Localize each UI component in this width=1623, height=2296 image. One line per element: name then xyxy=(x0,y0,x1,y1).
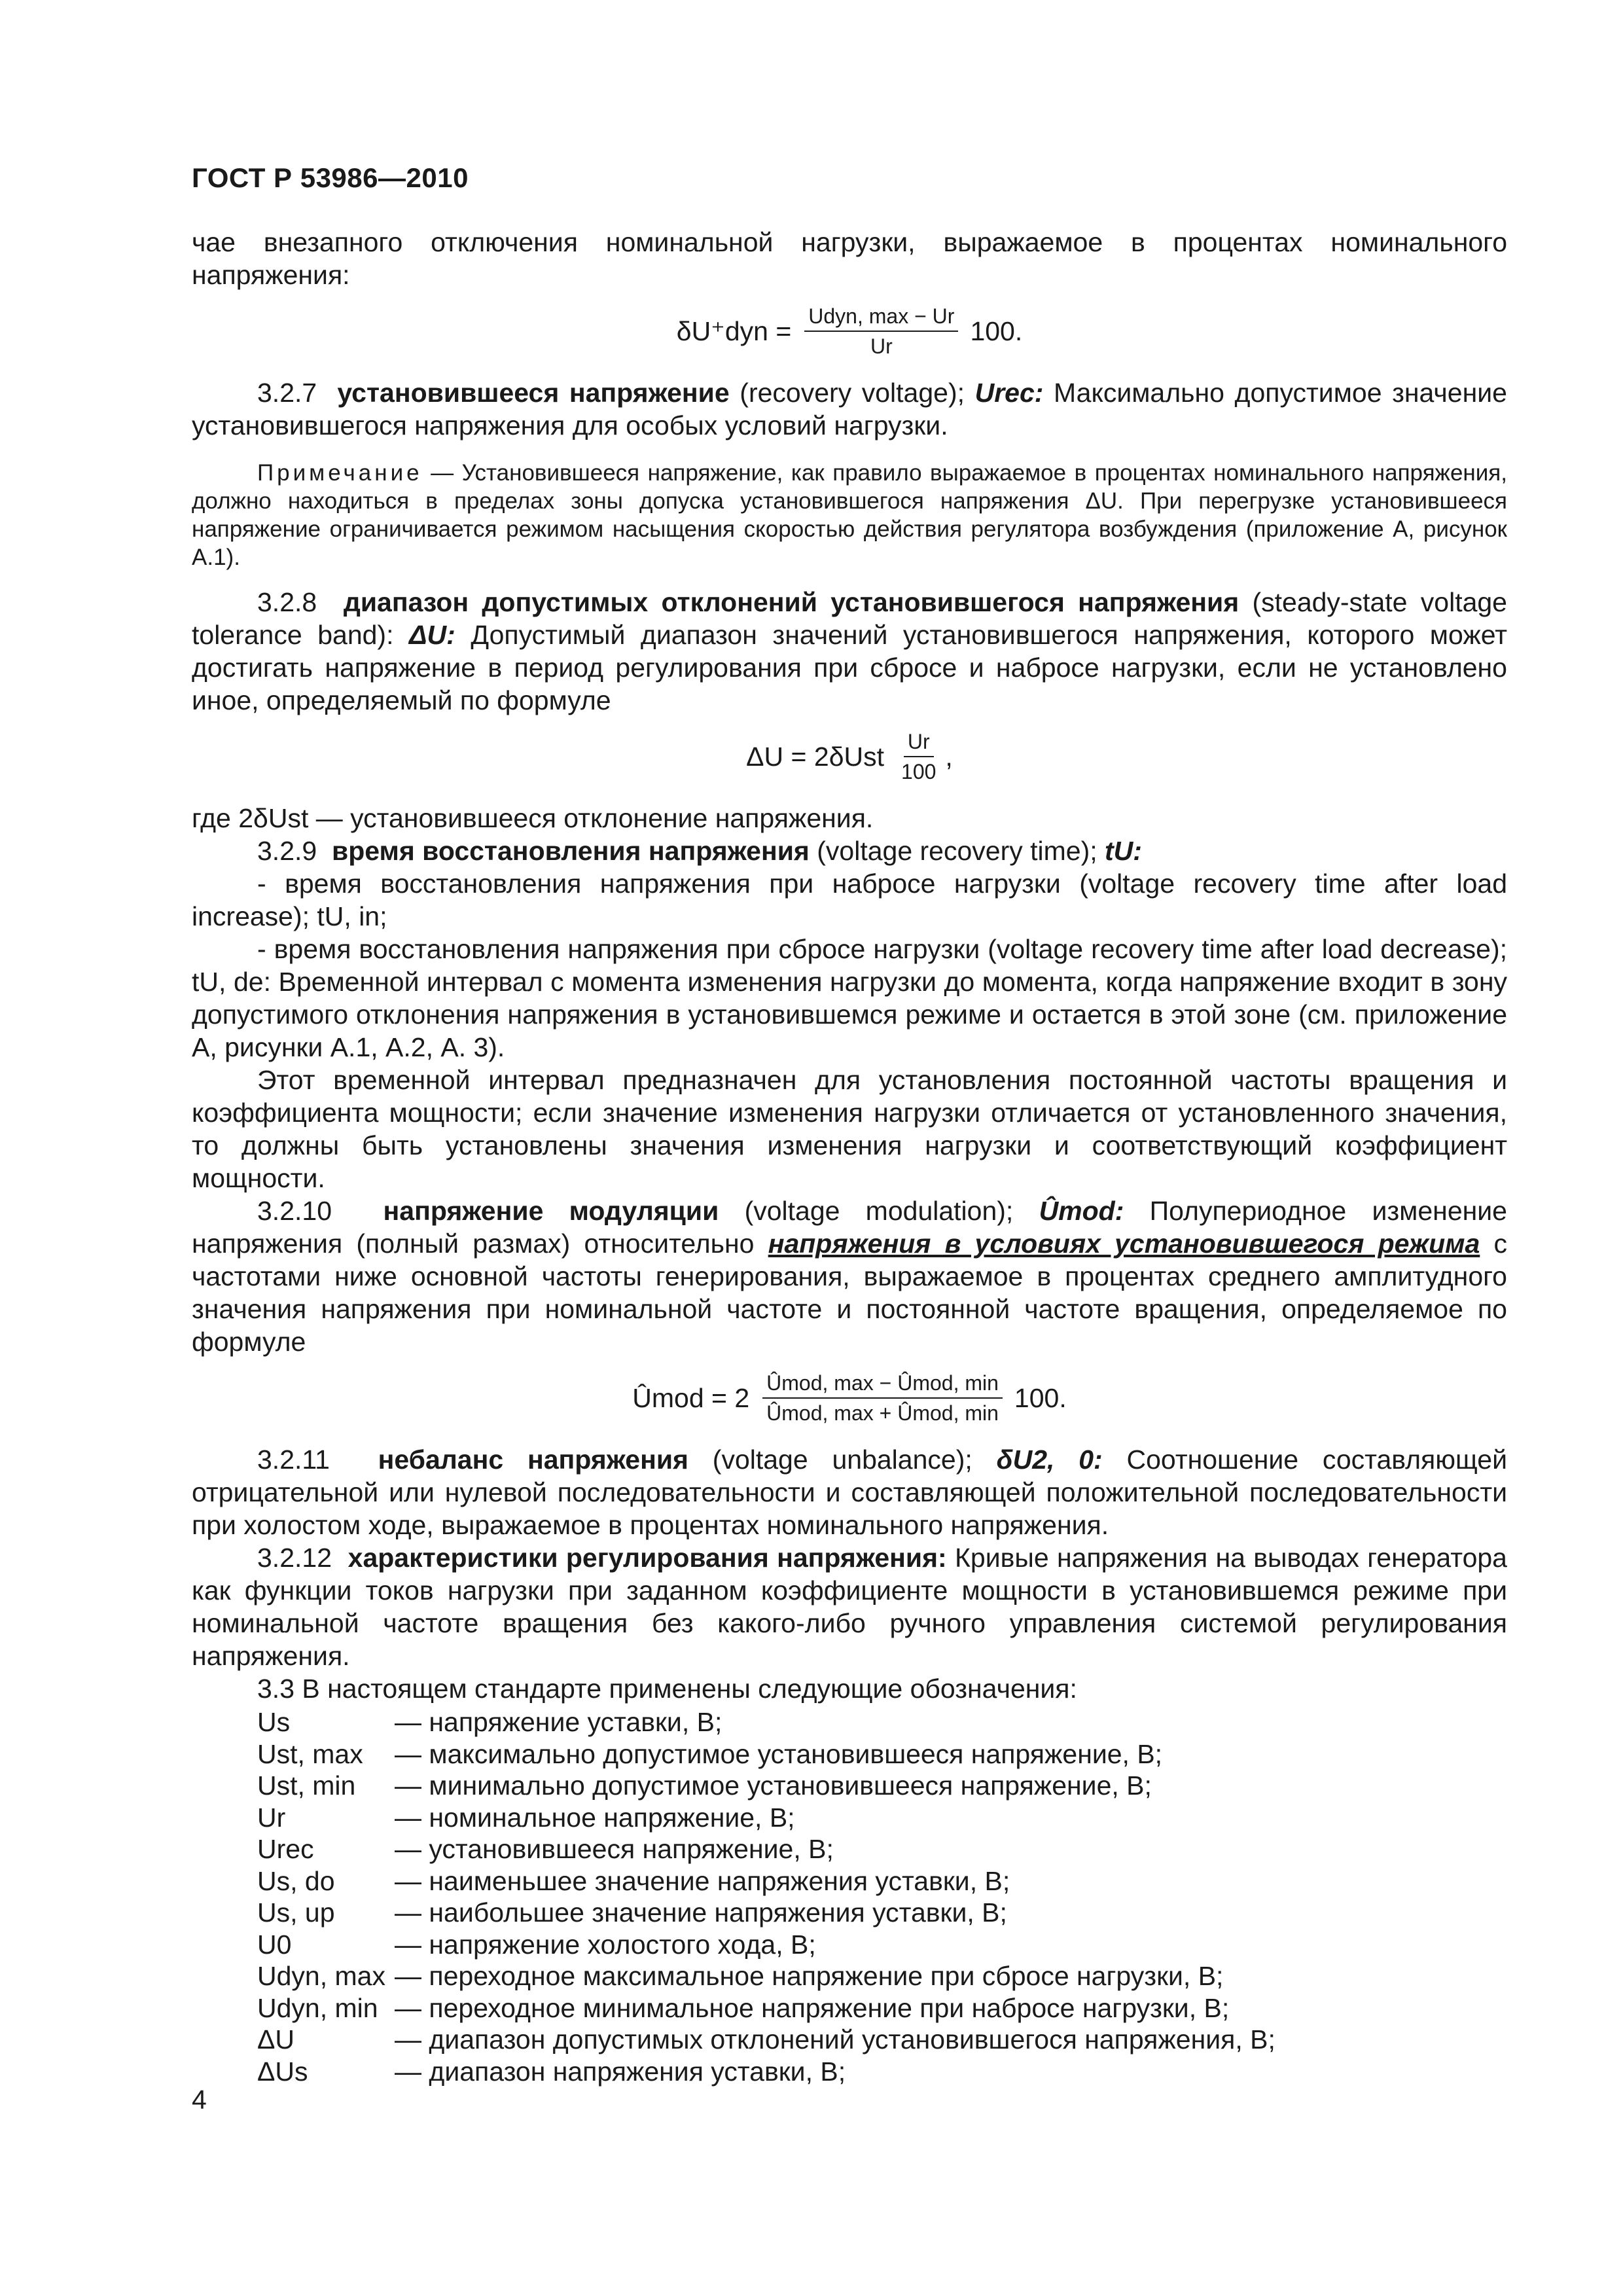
paragraph-3-2-9-decrease: - время восстановления напряжения при сбросе нагрузки (voltage recovery time after load decrease); tU, de: Временной интервал с момента изменения нагрузки до момента, когда напряжение входит в зону допустимого отклонения напряжения в установившемся режиме и остается в этой зоне (см. приложение А, рисунки А.1, А.2, А. 3). xyxy=(192,934,1507,1062)
term: характеристики регулирования напряжения: xyxy=(348,1543,947,1573)
symbol: Ur xyxy=(257,1802,286,1833)
symbol-description: — наибольшее значение напряжения уставки, В; xyxy=(395,1897,1007,1928)
definition-continued: с частотами ниже основной частоты генерирования, выражаемое в процентах среднего амплитудного значения напряжения при номинальной частоте и постоянной частоте вращения, определяемое по формуле xyxy=(192,1229,1507,1357)
fraction-denominator: Ur xyxy=(870,334,893,358)
formula-fraction xyxy=(804,303,958,359)
definition: Соотношение составляющей отрицательной или нулевой последовательности и составляющей положительной последовательности при холостом ходе, выражаемое в процентах номинального напряжения. xyxy=(192,1444,1507,1540)
definition: Полупериодное изменение напряжения (полный размах) относительно xyxy=(192,1196,1507,1259)
note-text: — Установившееся напряжение, как правило выражаемое в процентах номинального напряжения, должно находиться в пределах зоны допуска установившегося напряжения ΔU. При перегрузке установившееся напряжение ограничивается режимом насыщения скоростью действия регулятора возбуждения (приложение А, рисунок А.1). xyxy=(192,460,1507,570)
section-3-2-11 xyxy=(192,1443,1507,1541)
page-number: 4 xyxy=(192,2085,207,2115)
symbol-row xyxy=(257,1802,1507,1834)
symbol-description: — диапазон напряжения уставки, В; xyxy=(395,2056,846,2087)
symbol-row xyxy=(257,1960,1507,1992)
formula-dyn xyxy=(192,303,1507,359)
fraction-numerator: Ur xyxy=(904,728,934,757)
term-english: (voltage recovery time); xyxy=(817,836,1097,866)
symbol: Us, do xyxy=(257,1865,335,1896)
formula-delta-u xyxy=(192,728,1507,785)
symbols-list xyxy=(257,1706,1507,2087)
fraction-denominator: 100 xyxy=(901,760,936,783)
underlined-phrase: напряжения в условиях установившегося режима xyxy=(768,1229,1480,1259)
symbol-row xyxy=(257,1897,1507,1929)
symbol-description: — максимально допустимое установившееся напряжение, В; xyxy=(395,1738,1163,1769)
formula-fraction xyxy=(762,1370,1003,1426)
term-symbol: ΔU: xyxy=(409,620,455,650)
fraction-denominator: Ûmod, max + Ûmod, min xyxy=(766,1401,999,1425)
section-3-2-9 xyxy=(192,834,1507,867)
definition: Кривые напряжения на выводах генератора как функции токов нагрузки при заданном коэффициенте мощности в установившемся режиме при номинальной частоте вращения без какого-либо ручного управления системой регулирования напряжения. xyxy=(192,1543,1507,1671)
formula-lhs: Ûmod = 2 xyxy=(632,1383,750,1413)
document-header: ГОСТ Р 53986—2010 xyxy=(192,162,469,193)
symbol-description: — диапазон допустимых отклонений установившегося напряжения, В; xyxy=(395,2024,1275,2054)
section-3-2-12 xyxy=(192,1541,1507,1672)
term: небаланс напряжения xyxy=(378,1444,688,1475)
formula-tail: 100. xyxy=(1014,1383,1067,1413)
symbol: Ust, min xyxy=(257,1770,356,1801)
symbol-description: — установившееся напряжение, В; xyxy=(395,1834,834,1864)
symbol-description: — номинальное напряжение, В; xyxy=(395,1802,795,1833)
section-3-2-7 xyxy=(192,376,1507,442)
definition: Допустимый диапазон значений установившегося напряжения, которого может достигать напряжение в период регулирования при сбросе и набросе нагрузки, если не установлено иное, определяемый по формуле xyxy=(192,620,1507,715)
paragraph-3-2-9-interval: Этот временной интервал предназначен для установления постоянной частоты вращения и коэффициента мощности; если значение изменения нагрузки отличается от установленного значения, то должны быть установлены значения изменения нагрузки и соответствующий коэффициент мощности. xyxy=(192,1065,1507,1193)
symbol-row xyxy=(257,1738,1507,1770)
fraction-numerator: Udyn, max − Ur xyxy=(804,303,958,332)
term-symbol: Urec: xyxy=(974,378,1044,408)
symbol: U0 xyxy=(257,1929,292,1960)
definition: Максимально допустимое значение установившегося напряжения для особых условий нагрузки. xyxy=(192,378,1507,440)
term-english: (recovery voltage); xyxy=(740,378,965,408)
symbol-row xyxy=(257,1706,1507,1738)
symbol: Udyn, min xyxy=(257,1992,378,2023)
symbol-row xyxy=(257,1833,1507,1865)
document-body xyxy=(192,226,1507,2087)
symbol: Urec xyxy=(257,1834,314,1864)
symbol-description: — напряжение холостого хода, В; xyxy=(395,1929,816,1960)
term: напряжение модуляции xyxy=(383,1196,719,1226)
term-english: (voltage unbalance); xyxy=(712,1444,972,1475)
term-symbol: δU2, 0: xyxy=(996,1444,1103,1475)
section-3-3: 3.3 В настоящем стандарте применены следующие обозначения: xyxy=(257,1674,1077,1704)
section-3-2-10 xyxy=(192,1194,1507,1358)
paragraph-where: где 2δUst — установившееся отклонение напряжения. xyxy=(192,803,874,833)
formula-lhs: δU⁺dyn = xyxy=(676,316,792,346)
section-number: 3.2.11 xyxy=(257,1444,330,1475)
paragraph-intro: чае внезапного отключения номинальной нагрузки, выражаемое в процентах номинального напряжения: xyxy=(192,227,1507,290)
term-symbol: Ûmod: xyxy=(1039,1196,1124,1226)
section-number: 3.2.7 xyxy=(257,378,317,408)
paragraph-3-2-9-increase: - время восстановления напряжения при набросе нагрузки (voltage recovery time after load increase); tU, in; xyxy=(192,869,1507,931)
note xyxy=(192,459,1507,571)
formula-lhs: ΔU = 2δUst xyxy=(746,742,885,772)
formula-tail: 100. xyxy=(970,316,1023,346)
fraction-numerator: Ûmod, max − Ûmod, min xyxy=(762,1370,1003,1399)
symbol-description: — переходное максимальное напряжение при сбросе нагрузки, В; xyxy=(395,1961,1224,1991)
formula-tail: , xyxy=(945,742,953,772)
symbol: Udyn, max xyxy=(257,1961,385,1991)
symbol-row xyxy=(257,2056,1507,2088)
symbol-row xyxy=(257,1770,1507,1802)
term-english: (steady-state voltage tolerance band): xyxy=(192,587,1507,650)
symbol-row xyxy=(257,1929,1507,1961)
symbol: Us xyxy=(257,1707,291,1737)
symbol-description: — минимально допустимое установившееся напряжение, В; xyxy=(395,1770,1152,1801)
section-number: 3.2.8 xyxy=(257,587,317,617)
section-number: 3.2.9 xyxy=(257,836,317,866)
note-label: Примечание xyxy=(257,460,423,486)
symbol-row xyxy=(257,2024,1507,2056)
symbol-description: — переходное минимальное напряжение при набросе нагрузки, В; xyxy=(395,1992,1230,2023)
symbol: Ust, max xyxy=(257,1738,363,1769)
symbol: Us, up xyxy=(257,1897,335,1928)
symbol-row xyxy=(257,1992,1507,2024)
symbol-description: — напряжение уставки, В; xyxy=(395,1707,722,1737)
section-number: 3.2.12 xyxy=(257,1543,332,1573)
term-english: (voltage modulation); xyxy=(744,1196,1014,1226)
term: время восстановления напряжения xyxy=(332,836,810,866)
term-symbol: tU: xyxy=(1105,836,1142,866)
section-number: 3.2.10 xyxy=(257,1196,332,1226)
symbol-row xyxy=(257,1865,1507,1897)
term: установившееся напряжение xyxy=(337,378,730,408)
symbol: ΔU xyxy=(257,2024,294,2054)
symbol-description: — наименьшее значение напряжения уставки, В; xyxy=(395,1865,1010,1896)
section-3-2-8 xyxy=(192,586,1507,717)
formula-fraction xyxy=(897,728,940,785)
term: диапазон допустимых отклонений установившегося напряжения xyxy=(343,587,1240,617)
symbol: ΔUs xyxy=(257,2056,308,2087)
formula-u-mod xyxy=(192,1370,1507,1426)
